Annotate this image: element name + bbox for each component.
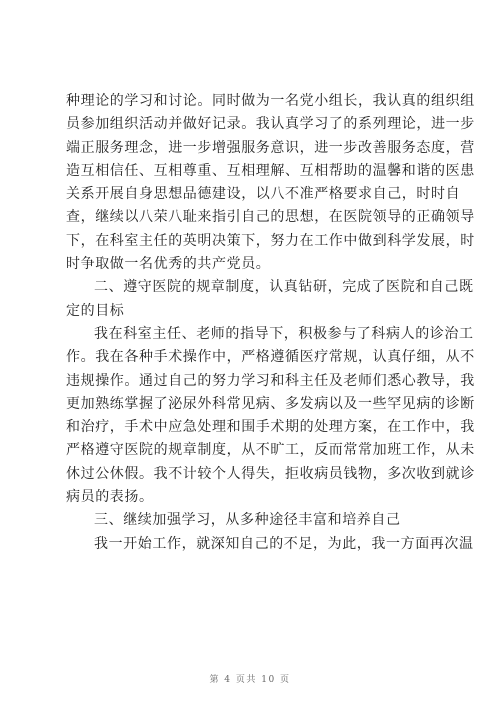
paragraph-line: 违规操作。通过自己的努力学习和科主任及老师们悉心教导，我: [66, 372, 475, 389]
section-heading: 三、继续加强学习，从多种途径丰富和培养自己: [94, 512, 401, 529]
paragraph-line: 造互相信任、互相尊重、互相理解、互相帮助的温馨和谐的医患: [66, 162, 475, 179]
paragraph-line: 时争取做一名优秀的共产党员。: [66, 256, 271, 273]
paragraph-line: 种理论的学习和讨论。同时做为一名党小组长，我认真的组织组: [66, 93, 475, 109]
paragraph-line: 查，继续以八荣八耻来指引自己的思想，在医院领导的正确领导: [66, 209, 475, 226]
paragraph-line: 休过公休假。我不计较个人得失，拒收病员钱物，多次收到就诊: [66, 465, 475, 482]
paragraph-line: 我一开始工作，就深知自己的不足，为此，我一方面再次温: [94, 535, 474, 552]
paragraph-line: 作。我在各种手术操作中，严格遵循医疗常规，认真仔细，从不: [66, 349, 475, 366]
paragraph-line: 关系开展自身思想品德建设，以八不准严格要求自己，时时自: [66, 186, 461, 203]
paragraph-line: 和治疗，手术中应急处理和围手术期的处理方案，在工作中，我: [66, 419, 475, 436]
page-footer: 第 4 页共 10 页: [209, 675, 291, 685]
paragraph-line: 我在科室主任、老师的指导下，积极参与了科病人的诊治工: [94, 325, 474, 342]
paragraph-line: 严格遵守医院的规章制度，从不旷工，反而常常加班工作，从未: [66, 442, 475, 459]
paragraph-line: 端正服务理念，进一步增强服务意识，进一步改善服务态度，营: [66, 139, 475, 156]
paragraph-line: 病员的表扬。: [66, 489, 154, 506]
paragraph-line: 下，在科室主任的英明决策下，努力在工作中做到科学发展，时: [66, 232, 475, 249]
paragraph-line: 更加熟练掌握了泌尿外科常见病、多发病以及一些罕见病的诊断: [66, 395, 475, 412]
section-heading-continuation: 定的目标: [66, 302, 125, 319]
paragraph-line: 员参加组织活动并做好记录。我认真学习了的系列理论，进一步: [66, 116, 475, 133]
section-heading: 二、遵守医院的规章制度，认真钻研，完成了医院和自己既: [94, 279, 474, 296]
document-body: [66, 90, 475, 556]
